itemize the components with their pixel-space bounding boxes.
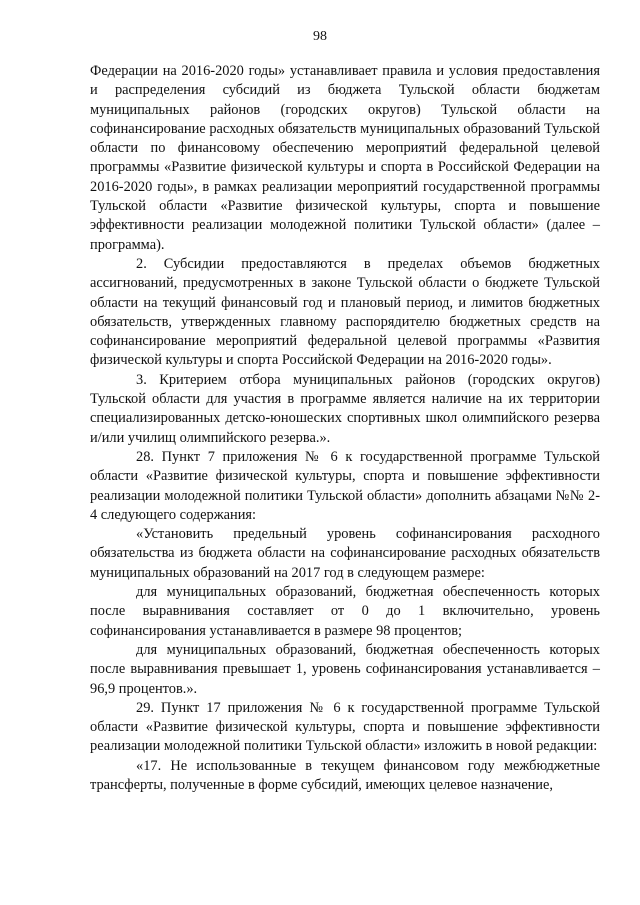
paragraph-continuation: Федерации на 2016-2020 годы» устанавливает правила и условия предоставления и распределения субсидий из бюджета Тульской области бюджетам муниципальных районов (городских округов) Тульской области на софинансирование расходных обязательств муниципальных образований Тульской области по финансовому обеспечению мероприятий федеральной целевой программы «Развитие физической культуры и спорта в Российской Федерации на 2016-2020 годы», в рамках реализации мероприятий государственной программы Тульской области «Развитие физической культуры, спорта и повышение эффективности реализации молодежной политики Тульской области» (далее – программа).	[90, 63, 600, 253]
document-body	[90, 62, 600, 795]
page-number: 98	[313, 29, 327, 44]
paragraph-item-3: 3. Критерием отбора муниципальных районов (городских округов) Тульской области для участия в программе является наличие на их территории специализированных детско-юношеских спортивных школ олимпийского резерва и/или училищ олимпийского резерва.».	[90, 371, 600, 446]
paragraph-item-2: 2. Субсидии предоставляются в пределах объемов бюджетных ассигнований, предусмотренных в законе Тульской области о бюджете Тульской области на текущий финансовый год и плановый период, и лимитов бюджетных обязательств, утвержденных главному распорядителю бюджетных средств на софинансирование мероприятий федеральной целевой программы «Развития физической культуры и спорта Российской Федерации на 2016-2020 годы».	[90, 255, 600, 369]
paragraph-item-29: 29. Пункт 17 приложения № 6 к государственной программе Тульской области «Развитие физической культуры, спорта и повышение эффективности реализации молодежной политики Тульской области» изложить в новой редакции:	[90, 699, 600, 755]
paragraph-condition-1: для муниципальных образований, бюджетная обеспеченность которых после выравнивания составляет от 0 до 1 включительно, уровень софинансирования устанавливается в размере 98 процентов;	[90, 584, 600, 639]
paragraph-item-28: 28. Пункт 7 приложения № 6 к государственной программе Тульской области «Развитие физической культуры, спорта и повышение эффективности реализации молодежной политики Тульской области» дополнить абзацами №№ 2-4 следующего содержания:	[90, 448, 600, 523]
paragraph-condition-2: для муниципальных образований, бюджетная обеспеченность которых после выравнивания превышает 1, уровень софинансирования устанавливается – 96,9 процентов.».	[90, 641, 600, 697]
paragraph-quote-17: «17. Не использованные в текущем финансовом году межбюджетные трансферты, полученные в форме субсидий, имеющих целевое назначение,	[90, 757, 600, 793]
paragraph-quote-start: «Установить предельный уровень софинансирования расходного обязательства из бюджета области на софинансирование расходных обязательств муниципальных образований на 2017 год в следующем размере:	[90, 526, 600, 581]
